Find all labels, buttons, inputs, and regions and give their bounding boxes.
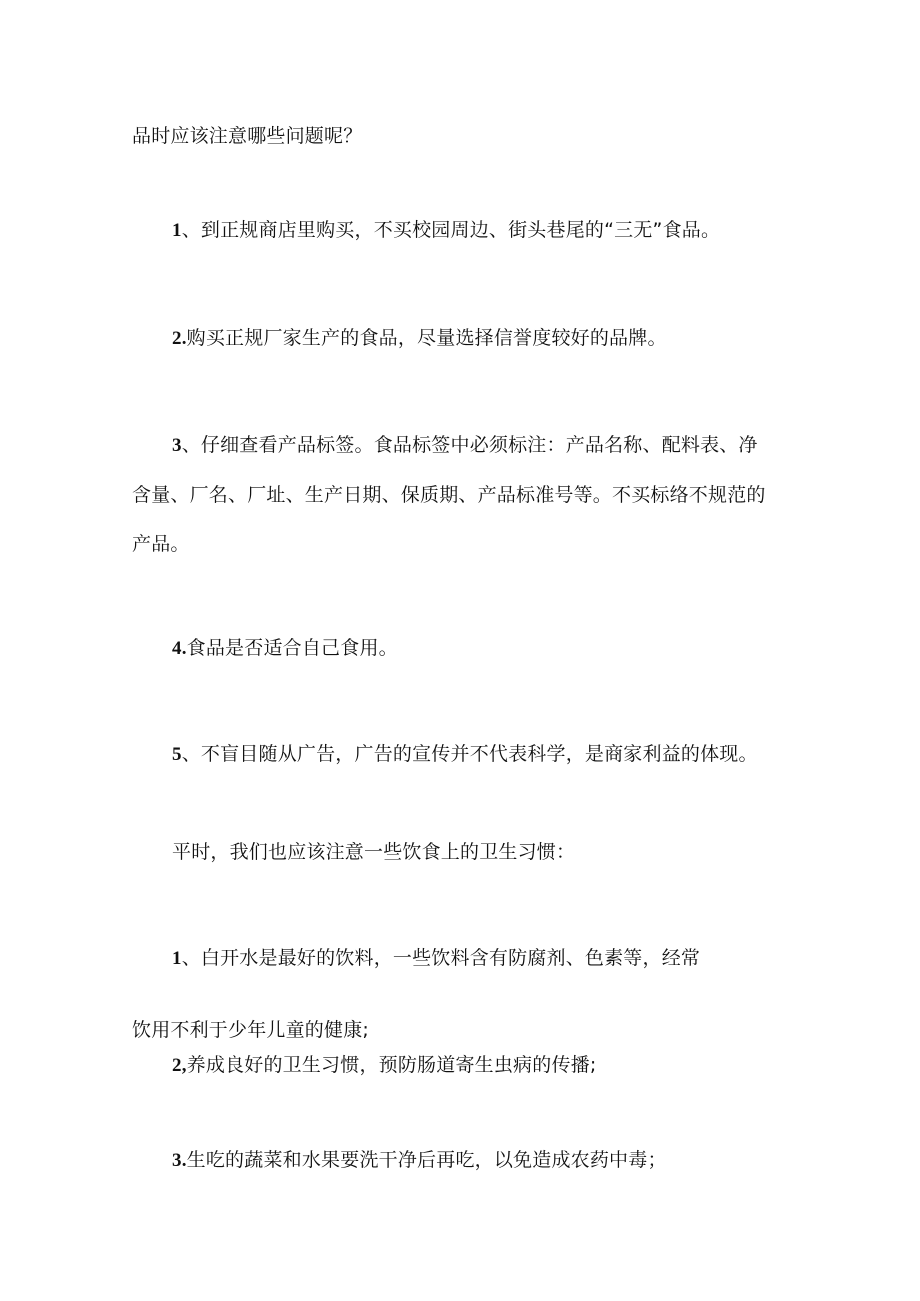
habit-1 [172, 946, 700, 971]
habit-number: 2, [172, 1055, 187, 1076]
tip-2 [172, 326, 667, 351]
tip-text: 、仔细查看产品标签。食品标签中必须标注：产品名称、配料表、净 [181, 434, 758, 456]
tip-3-continued: 产品。 [132, 533, 190, 555]
tip-text: 、不盲目随从广告，广告的宣传并不代表科学，是商家利益的体现。 [181, 743, 758, 765]
tip-text: 、到正规商店里购买，不买校园周边、街头巷尾的“三无”食品。 [181, 219, 721, 241]
habits-intro: 平时，我们也应该注意一些饮食上的卫生习惯： [172, 841, 576, 863]
habit-text: 生吃的蔬菜和水果要洗干净后再吃，以免造成农药中毒； [186, 1149, 667, 1171]
tip-5 [172, 742, 758, 767]
tip-text: 食品是否适合自己食用。 [186, 637, 398, 659]
tip-text: 购买正规厂家生产的食品，尽量选择信誉度较好的品牌。 [186, 327, 667, 349]
tip-number: 4. [172, 638, 187, 659]
tip-4 [172, 636, 398, 661]
intro-line: 品时应该注意哪些问题呢？ [132, 125, 363, 147]
tip-number: 1 [172, 220, 182, 241]
habit-text: 养成良好的卫生习惯，预防肠道寄生虫病的传播; [186, 1054, 597, 1076]
tip-1 [172, 218, 720, 243]
tip-number: 5 [172, 744, 182, 765]
tip-number: 2. [172, 328, 187, 349]
habit-1-continued: 饮用不利于少年儿童的健康; [132, 1019, 370, 1041]
tip-3 [172, 433, 758, 458]
habit-number: 1 [172, 948, 182, 969]
tip-3-continued: 含量、厂名、厂址、生产日期、保质期、产品标准号等。不买标络不规范的 [132, 484, 766, 506]
tip-number: 3 [172, 435, 182, 456]
habit-2 [172, 1053, 596, 1078]
habit-3 [172, 1148, 667, 1173]
habit-text: 、白开水是最好的饮料，一些饮料含有防腐剂、色素等，经常 [181, 947, 701, 969]
habit-number: 3. [172, 1150, 187, 1171]
